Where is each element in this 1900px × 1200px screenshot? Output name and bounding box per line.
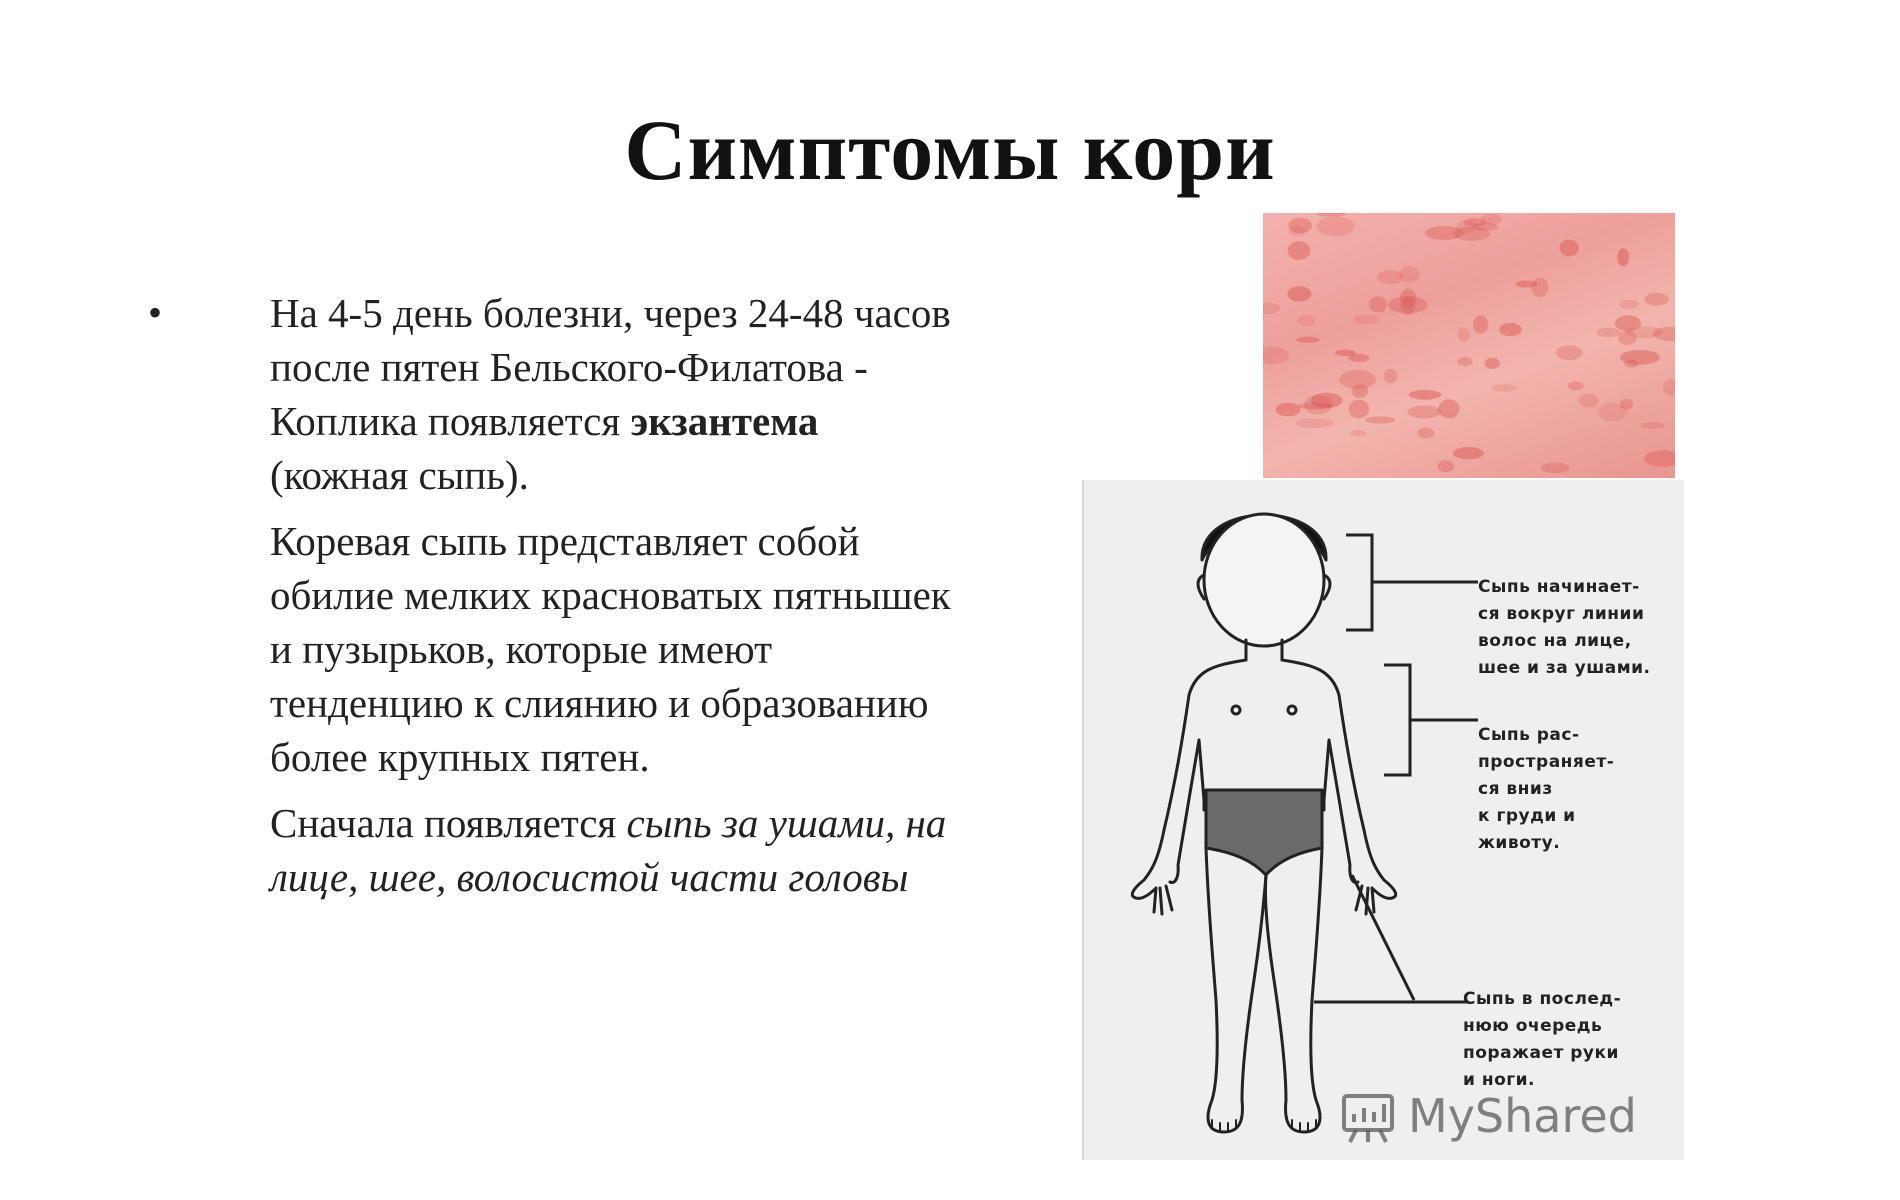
text-block xyxy=(148,286,966,916)
rash-spot xyxy=(1289,226,1306,236)
rash-spot xyxy=(1515,281,1537,288)
watermark xyxy=(1338,1088,1637,1144)
page-title: Симптомы кори xyxy=(624,102,1276,198)
rash-spot xyxy=(1458,357,1473,366)
rash-spot xyxy=(1458,327,1470,342)
rash-spot xyxy=(1388,296,1427,313)
rash-spot xyxy=(1316,213,1345,217)
rash-spot xyxy=(1473,315,1488,334)
rash-spot xyxy=(1568,381,1584,390)
rash-spot xyxy=(1339,370,1376,389)
bullet-marker: • xyxy=(148,290,163,335)
rash-spot xyxy=(1438,399,1459,418)
rash-spot xyxy=(1437,460,1454,472)
rash-spot xyxy=(1579,394,1599,408)
rash-spot xyxy=(1617,248,1629,266)
watermark-text: MyShared xyxy=(1408,1089,1637,1143)
rash-spot xyxy=(1304,395,1332,415)
rash-spot xyxy=(1349,430,1366,437)
rash-spot xyxy=(1353,314,1379,325)
callout-limbs: Сыпь в послед- нюю очередь поражает руки и ноги. xyxy=(1463,989,1622,1090)
paragraph-1-text: На 4-5 день болезни, через 24-48 часов после пятен Бельского-Филатова - Коплика появляется xyxy=(270,290,951,444)
paragraph-1-bold: экзантема xyxy=(630,398,819,444)
rash-spot xyxy=(1296,418,1333,428)
rash-spot xyxy=(1473,223,1498,231)
rash-spot xyxy=(1276,403,1301,417)
rash-spot xyxy=(1288,241,1311,260)
rash-spot xyxy=(1296,337,1320,343)
rash-spot xyxy=(1287,286,1311,301)
rash-spot xyxy=(1369,296,1387,312)
callout-head: Сыпь начинает- ся вокруг линии волос на лице, шее и за ушами. xyxy=(1478,577,1651,678)
rash-spot xyxy=(1365,417,1395,424)
rash-spot xyxy=(1596,328,1620,338)
rash-spot xyxy=(1317,217,1355,237)
myshared-logo-icon xyxy=(1338,1088,1398,1144)
rash-spot xyxy=(1384,369,1398,384)
rash-spot xyxy=(1263,302,1280,314)
rash-spot xyxy=(1626,326,1662,338)
rash-spot xyxy=(1263,346,1289,364)
rash-spot xyxy=(1624,360,1638,368)
rash-spot xyxy=(1492,384,1518,391)
paragraph-2: Коревая сыпь представляет собой обилие мелких красноватых пятнышек и пузырьков, которые имеют тенденцию к слиянию и образованию более крупных пятен. xyxy=(270,518,951,780)
rash-spot xyxy=(1620,300,1639,309)
rash-spot xyxy=(1641,422,1665,429)
rash-spot xyxy=(1417,428,1434,439)
callout-torso: Сыпь рас- пространяет- ся вниз к груди и животу. xyxy=(1478,725,1615,853)
rash-spot xyxy=(1409,390,1442,400)
rash-spots xyxy=(1263,213,1675,478)
rash-spot xyxy=(1453,447,1484,459)
rash-spot xyxy=(1377,270,1404,284)
paragraph-1-tail: (кожная сыпь). xyxy=(270,452,529,498)
rash-spot xyxy=(1559,240,1579,257)
rash-spot xyxy=(1499,323,1522,337)
rash-spot xyxy=(1349,400,1370,419)
rash-spot xyxy=(1541,463,1570,474)
rash-spot xyxy=(1663,380,1675,395)
paragraph-3-text: Сначала появляется xyxy=(270,800,627,846)
rash-spot xyxy=(1335,350,1356,356)
rash-spot xyxy=(1485,358,1500,369)
rash-spot xyxy=(1599,403,1627,422)
paragraph-3-italic: сыпь за ушами, на лице, шее, волосистой части головы xyxy=(270,800,947,900)
rash-spot xyxy=(1407,405,1441,418)
rash-spot xyxy=(1297,315,1315,326)
rash-spot xyxy=(1556,345,1583,360)
paragraph-3 xyxy=(270,796,966,904)
rash-spot xyxy=(1644,293,1668,306)
paragraph-1 xyxy=(270,286,966,502)
rash-photo xyxy=(1263,213,1675,478)
rash-spot xyxy=(1644,450,1675,466)
rash-spot xyxy=(1425,226,1464,240)
rash-spot xyxy=(1531,278,1548,298)
